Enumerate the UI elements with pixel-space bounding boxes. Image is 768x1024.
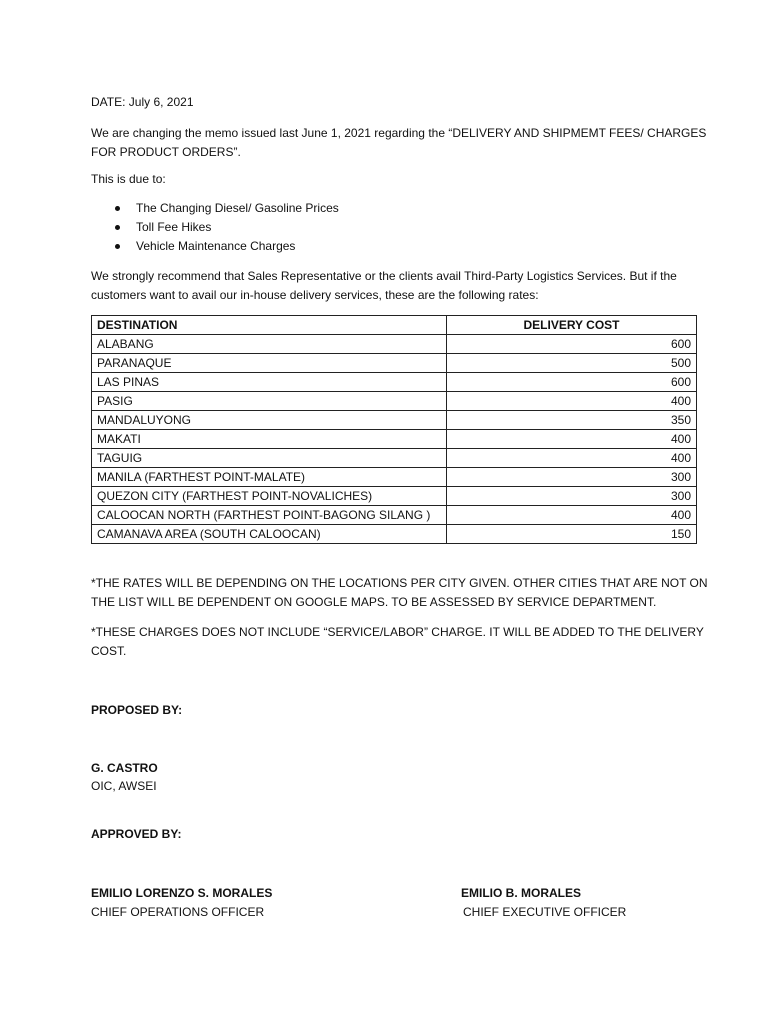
approver2-name: EMILIO B. MORALES [461,886,581,900]
cost-cell: 350 [447,411,697,430]
destination-cell: CAMANAVA AREA (SOUTH CALOOCAN) [92,525,447,544]
cost-cell: 500 [447,354,697,373]
cost-cell: 600 [447,373,697,392]
header-delivery-cost: DELIVERY COST [447,316,697,335]
rates-note: *THE RATES WILL BE DEPENDING ON THE LOCATIONS PER CITY GIVEN. OTHER CITIES THAT ARE NOT ON THE LIST WILL BE DEPENDENT ON GOOGLE MAPS. TO BE ASSESSED BY SERVICE DEPARTMENT. [91,576,708,609]
proposer-title: OIC, AWSEI [91,779,157,793]
delivery-rates-table [91,315,697,544]
destination-cell: ALABANG [92,335,447,354]
memo-intro: We are changing the memo issued last June 1, 2021 regarding the “DELIVERY AND SHIPMEMT FEES/ CHARGES FOR PRODUCT ORDERS”. [91,126,707,159]
destination-cell: QUEZON CITY (FARTHEST POINT-NOVALICHES) [92,487,447,506]
reasons-list [91,199,339,256]
cost-cell: 300 [447,487,697,506]
table-row [92,487,697,506]
memo-date: DATE: July 6, 2021 [91,95,194,109]
destination-cell: PARANAQUE [92,354,447,373]
cost-cell: 400 [447,506,697,525]
table-row [92,373,697,392]
destination-cell: MANDALUYONG [92,411,447,430]
cost-cell: 400 [447,430,697,449]
destination-cell: PASIG [92,392,447,411]
reason-item: The Changing Diesel/ Gasoline Prices [91,199,339,218]
table-row [92,449,697,468]
cost-cell: 150 [447,525,697,544]
charges-note: *THESE CHARGES DOES NOT INCLUDE “SERVICE/LABOR” CHARGE. IT WILL BE ADDED TO THE DELIVERY COST. [91,625,704,658]
header-destination: DESTINATION [92,316,447,335]
reason-item: Vehicle Maintenance Charges [91,237,339,256]
destination-cell: LAS PINAS [92,373,447,392]
table-row [92,506,697,525]
table-row [92,525,697,544]
cost-cell: 600 [447,335,697,354]
table-row [92,354,697,373]
approver2-title: CHIEF EXECUTIVE OFFICER [463,905,627,919]
approver1-title: CHIEF OPERATIONS OFFICER [91,905,265,919]
destination-cell: MAKATI [92,430,447,449]
table-row [92,392,697,411]
destination-cell: CALOOCAN NORTH (FARTHEST POINT-BAGONG SILANG ) [92,506,447,525]
cost-cell: 400 [447,449,697,468]
cost-cell: 300 [447,468,697,487]
memo-recommendation: We strongly recommend that Sales Representative or the clients avail Third-Party Logistics Services. But if the customers want to avail our in-house delivery services, these are the following rates: [91,269,677,302]
table-row [92,411,697,430]
table-row [92,468,697,487]
reason-item: Toll Fee Hikes [91,218,339,237]
destination-cell: TAGUIG [92,449,447,468]
table-header-row [92,316,697,335]
proposed-by-label: PROPOSED BY: [91,703,183,717]
proposer-name: G. CASTRO [91,761,158,775]
cost-cell: 400 [447,392,697,411]
approved-by-label: APPROVED BY: [91,827,182,841]
due-to-label: This is due to: [91,172,166,186]
table-row [92,335,697,354]
approver1-name: EMILIO LORENZO S. MORALES [91,886,273,900]
destination-cell: MANILA (FARTHEST POINT-MALATE) [92,468,447,487]
table-row [92,430,697,449]
